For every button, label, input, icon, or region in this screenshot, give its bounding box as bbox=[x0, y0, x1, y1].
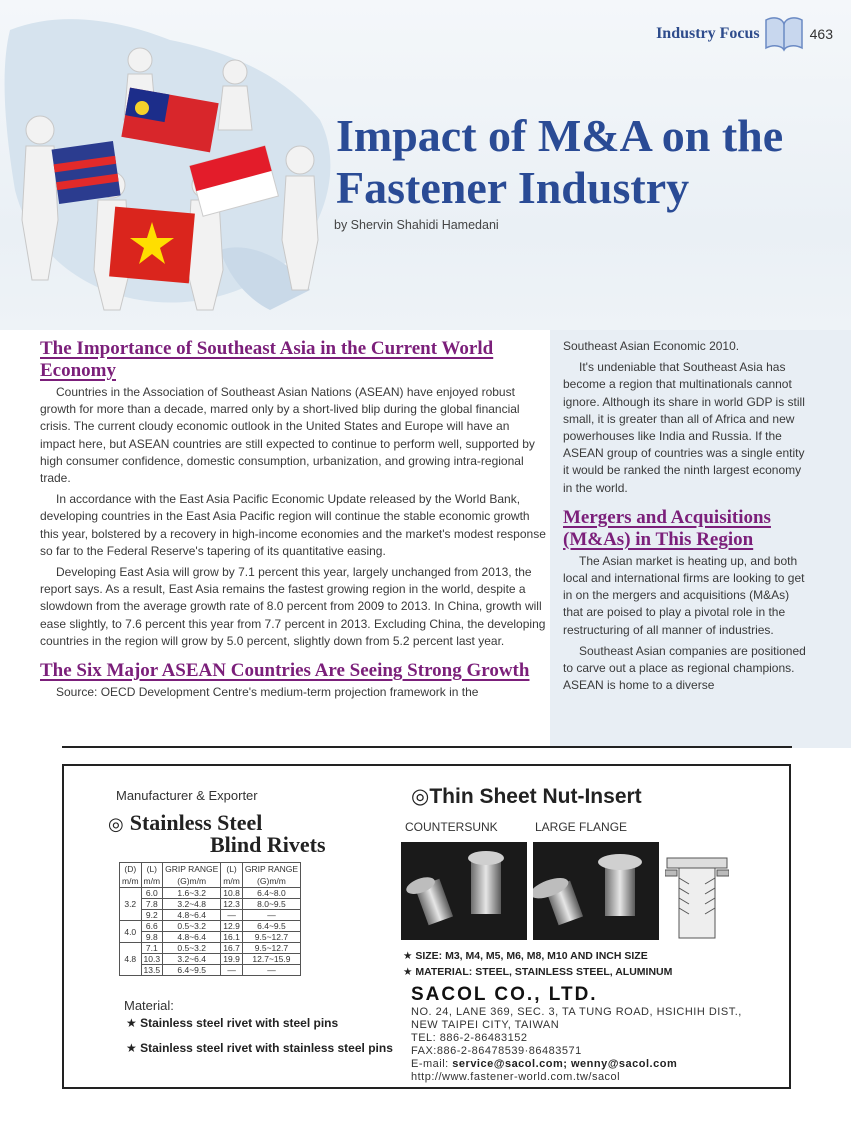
article-header-area bbox=[0, 0, 851, 330]
table-cell: 6.4~9.5 bbox=[163, 965, 221, 976]
countersunk-nut-photo bbox=[401, 842, 527, 940]
table-cell: 7.1 bbox=[141, 943, 163, 954]
table-cell: — bbox=[242, 965, 300, 976]
table-cell: 3.2 bbox=[120, 888, 142, 921]
figure-body bbox=[218, 86, 252, 130]
table-header: (D) m/m bbox=[120, 863, 142, 888]
table-cell: 12.9 bbox=[221, 921, 243, 932]
malaysia-crescent bbox=[135, 101, 149, 115]
table-cell: 12.7~15.9 bbox=[242, 954, 300, 965]
section-heading: Mergers and Acquisitions (M&As) in This Region bbox=[563, 506, 771, 550]
fax: FAX:886-2-86478539·86483571 bbox=[411, 1045, 582, 1057]
table-row bbox=[120, 932, 301, 943]
circle-bullet-icon: ◎ bbox=[108, 814, 124, 835]
paragraph: The Asian market is heating up, and both local and international firms are looking to get in on the mergers and acquisitions (M&As) that are poised to play a pivotal role in the restructuring of all manner of industries. bbox=[563, 553, 805, 637]
table-cell: 6.4~8.0 bbox=[242, 888, 300, 899]
table-header: (L) m/m bbox=[221, 863, 243, 888]
table-row bbox=[120, 965, 301, 976]
company-name: SACOL CO., LTD. bbox=[411, 984, 598, 1005]
table-cell: 19.9 bbox=[221, 954, 243, 965]
article-body bbox=[0, 330, 851, 748]
table-cell: 3.2~6.4 bbox=[163, 954, 221, 965]
table-cell: 8.0~9.5 bbox=[242, 899, 300, 910]
manufacturer-label: Manufacturer & Exporter bbox=[116, 788, 258, 803]
rivet-title-line2: Blind Rivets bbox=[210, 832, 326, 857]
figure-body bbox=[22, 146, 58, 280]
paragraph: It's undeniable that Southeast Asia has become a region that multinationals cannot ignore. Although its share in world GDP is still small, it is greater than all of Africa and new powerhouses like India and Russia. If the ASEAN group of countries was a single entity it would be ranked the ninth largest economy in the world. bbox=[563, 360, 805, 495]
thailand-flag-piece bbox=[52, 141, 121, 204]
figure-head bbox=[26, 116, 54, 144]
table-cell: 16.7 bbox=[221, 943, 243, 954]
table-header: GRIP RANGE (G)m/m bbox=[163, 863, 221, 888]
address-line: NEW TAIPEI CITY, TAIWAN bbox=[411, 1019, 560, 1031]
section-heading: The Six Major ASEAN Countries Are Seeing Strong Growth bbox=[40, 660, 530, 682]
table-cell: 9.5~12.7 bbox=[242, 943, 300, 954]
table-cell: — bbox=[221, 965, 243, 976]
left-column bbox=[40, 338, 548, 701]
table-cell: 7.8 bbox=[141, 899, 163, 910]
table-cell: 4.8~6.4 bbox=[163, 910, 221, 921]
paragraph: In accordance with the East Asia Pacific Economic Update released by the World Bank, developing countries in the East Asia Pacific region will continue the stable economic growth this year, bolstered by a recovery in high-income economies and the market's modest response so far to the Federal Reserve's tapering of its quantitative easing. bbox=[40, 492, 546, 558]
table-cell: 9.2 bbox=[141, 910, 163, 921]
paragraph: Southeast Asian companies are positioned to carve out a place as regional champions. ASEAN is home to a diverse bbox=[563, 643, 806, 693]
figure-head bbox=[223, 60, 247, 84]
table-row bbox=[120, 921, 301, 932]
countersunk-label: COUNTERSUNK bbox=[405, 820, 498, 834]
table-cell: 3.2~4.8 bbox=[163, 899, 221, 910]
table-row bbox=[120, 954, 301, 965]
article-title: Impact of M&A on the Fastener Industry bbox=[336, 110, 784, 213]
table-cell: 1.6~3.2 bbox=[163, 888, 221, 899]
telephone: TEL: 886-2-86483152 bbox=[411, 1032, 528, 1044]
material-spec: ★ MATERIAL: STEEL, STAINLESS STEEL, ALUMINUM bbox=[403, 966, 673, 978]
email-label: E-mail: bbox=[411, 1058, 449, 1070]
table-header: (L) m/m bbox=[141, 863, 163, 888]
nut-insert-panel bbox=[399, 766, 789, 1087]
article-byline: by Shervin Shahidi Hamedani bbox=[334, 218, 499, 232]
sacol-advertisement bbox=[62, 764, 791, 1089]
table-cell: 9.8 bbox=[141, 932, 163, 943]
table-header-row bbox=[120, 863, 301, 888]
email-line bbox=[411, 1058, 677, 1070]
address-line: NO. 24, LANE 369, SEC. 3, TA TUNG ROAD, HSICHIH DIST., bbox=[411, 1006, 742, 1018]
table-cell: — bbox=[242, 910, 300, 921]
email-address[interactable]: service@sacol.com; wenny@sacol.com bbox=[452, 1058, 678, 1070]
section-label: Industry Focus bbox=[656, 25, 760, 42]
material-item: ★ Stainless steel rivet with steel pins bbox=[126, 1016, 339, 1030]
rivet-title: ◎ Stainless Steel bbox=[108, 810, 263, 835]
material-label: Material: bbox=[124, 998, 174, 1013]
table-row bbox=[120, 888, 301, 899]
table-cell: 10.8 bbox=[221, 888, 243, 899]
open-book-icon bbox=[762, 14, 806, 54]
table-cell: 6.6 bbox=[141, 921, 163, 932]
figure-head bbox=[286, 146, 314, 174]
section-header bbox=[656, 14, 833, 54]
table-cell: 0.5~3.2 bbox=[163, 943, 221, 954]
large-flange-nut-photo bbox=[533, 842, 659, 940]
page-number: 463 bbox=[809, 26, 833, 42]
table-row bbox=[120, 910, 301, 921]
table-cell: 0.5~3.2 bbox=[163, 921, 221, 932]
size-spec: ★ SIZE: M3, M4, M5, M6, M8, M10 AND INCH SIZE bbox=[403, 950, 648, 962]
nut-insert-cross-section-drawing bbox=[665, 852, 729, 948]
table-header: GRIP RANGE (G)m/m bbox=[242, 863, 300, 888]
table-cell: 6.4~9.5 bbox=[242, 921, 300, 932]
right-column bbox=[563, 338, 807, 694]
figure-head bbox=[128, 48, 152, 72]
table-cell: 12.3 bbox=[221, 899, 243, 910]
material-item: ★ Stainless steel rivet with stainless steel pins bbox=[126, 1041, 393, 1055]
table-cell: 13.5 bbox=[141, 965, 163, 976]
nut-insert-title: ◎Thin Sheet Nut-Insert bbox=[411, 785, 642, 808]
rivet-spec-table bbox=[119, 862, 301, 976]
table-row bbox=[120, 899, 301, 910]
paragraph: Southeast Asian Economic 2010. bbox=[563, 339, 740, 353]
table-cell: 4.0 bbox=[120, 921, 142, 943]
table-cell: 6.0 bbox=[141, 888, 163, 899]
large-flange-label: LARGE FLANGE bbox=[535, 820, 628, 834]
asean-puzzle-illustration bbox=[0, 10, 360, 320]
section-heading: The Importance of Southeast Asia in the Current World Economy bbox=[40, 338, 494, 381]
table-row bbox=[120, 943, 301, 954]
paragraph: Developing East Asia will grow by 7.1 percent this year, largely unchanged from 2013, the report says. As a result, East Asia remains the fastest growing region in the world, despite a slowdown from the average growth rate of 8.0 percent from 2009 to 2013. In China, growth will ease slightly, to 7.6 percent this year from 7.7 percent in 2013. Excluding China, the developing countries in the region will grow by 5.0 percent, slightly down from 5.2 percent last year. bbox=[40, 565, 546, 648]
table-cell: 9.5~12.7 bbox=[242, 932, 300, 943]
ad-divider bbox=[62, 746, 792, 748]
paragraph: Countries in the Association of Southeast Asian Nations (ASEAN) have enjoyed robust growth for more than a decade, marred only by a short-lived blip during the global financial crisis. The current cloudy economic outlook in the United States and Europe will have an impact here, but ASEAN countries are still expected to continue to perform well, supported by high consumer confidence, domestic consumption, urbanization, and growing intra-regional trade. bbox=[40, 385, 535, 486]
table-cell: — bbox=[221, 910, 243, 921]
website-link[interactable]: http://www.fastener-world.com.tw/sacol bbox=[411, 1071, 621, 1083]
paragraph: Source: OECD Development Centre's medium-term projection framework in the bbox=[56, 685, 479, 700]
table-cell: 4.8 bbox=[120, 943, 142, 976]
blind-rivets-panel bbox=[64, 766, 394, 1087]
table-cell: 10.3 bbox=[141, 954, 163, 965]
table-cell: 4.8~6.4 bbox=[163, 932, 221, 943]
table-cell: 16.1 bbox=[221, 932, 243, 943]
